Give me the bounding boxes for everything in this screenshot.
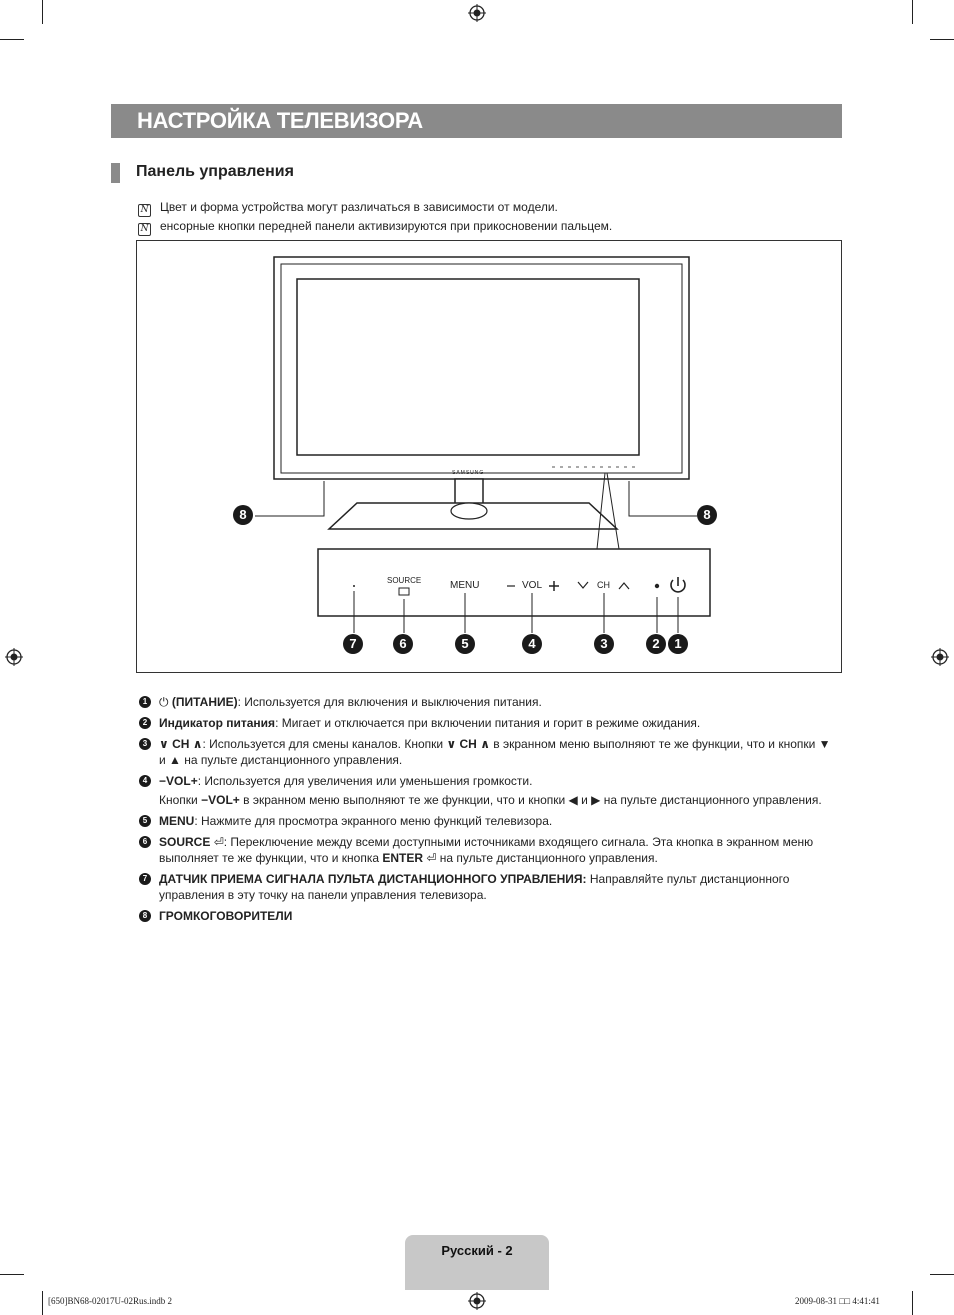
tv-diagram xyxy=(136,240,842,673)
section-marker xyxy=(111,163,120,183)
item-text: на пульте дистанционного управления. xyxy=(439,851,658,865)
registration-mark-icon xyxy=(931,648,949,666)
list-item xyxy=(139,736,839,768)
item-number: 4 xyxy=(139,775,151,787)
minus-icon: − xyxy=(201,793,209,807)
item-text: : Мигает и отключается при включении питания и горит в режиме ожидания. xyxy=(275,716,701,730)
item-title: ГРОМКОГОВОРИТЕЛИ xyxy=(159,909,293,923)
item-title: CH xyxy=(172,737,190,751)
note xyxy=(138,219,612,236)
panel-menu-label: MENU xyxy=(450,580,480,591)
brand-logo: SAMSUNG xyxy=(452,470,485,476)
chevron-up-icon: ∧ xyxy=(476,737,494,751)
item-title: SOURCE xyxy=(159,835,211,849)
crop-mark xyxy=(912,1291,913,1315)
chevron-down-icon: ∨ xyxy=(159,737,173,751)
item-title: ДАТЧИК ПРИЕМА СИГНАЛА ПУЛЬТА ДИСТАНЦИОННОГО УПРАВЛЕНИЯ: xyxy=(159,872,587,886)
callout-power: 1 xyxy=(668,634,688,654)
item-title: VOL xyxy=(166,774,191,788)
print-slug-right: 2009-08-31 □□ 4:41:41 xyxy=(795,1296,880,1306)
note-text: Цвет и форма устройства могут различаться в зависимости от модели. xyxy=(160,200,558,214)
chevron-down-icon: ∨ xyxy=(446,737,460,751)
control-descriptions xyxy=(139,694,839,929)
callout-sensor: 7 xyxy=(343,634,363,654)
page-number: Русский - 2 xyxy=(441,1243,513,1258)
panel-vol-label: VOL xyxy=(522,580,543,591)
crop-mark xyxy=(0,39,24,40)
note xyxy=(138,200,558,217)
registration-mark-icon xyxy=(468,4,486,22)
list-item xyxy=(139,834,839,866)
callout-menu: 5 xyxy=(455,634,475,654)
section-title: Панель управления xyxy=(136,163,294,180)
tv-illustration xyxy=(137,241,841,672)
item-number: 2 xyxy=(139,717,151,729)
plus-icon: + xyxy=(190,774,198,788)
item-inline-label: VOL xyxy=(208,793,233,807)
list-item xyxy=(139,715,839,731)
page-title-bar xyxy=(111,104,842,138)
item-title: Индикатор питания xyxy=(159,716,276,730)
panel-source-label: SOURCE xyxy=(387,576,422,585)
item-text: : Используется для смены каналов. Кнопки xyxy=(202,737,444,751)
item-number: 8 xyxy=(139,910,151,922)
item-title: (ПИТАНИЕ) xyxy=(171,695,238,709)
crop-mark xyxy=(930,1274,954,1275)
item-number: 7 xyxy=(139,873,151,885)
list-item xyxy=(139,908,839,924)
registration-mark-icon xyxy=(468,1292,486,1310)
power-icon: ⏻ xyxy=(159,695,172,709)
item-subtext: Кнопки −VOL+ в экранном меню выполняют те же функции, что и кнопки ◀ и ▶ на пульте дистанционного управления. xyxy=(159,793,822,807)
item-text: в экранном меню выполняют те же функции, что и кнопки ▼ и ▲ на пульте дистанционного управления. xyxy=(159,737,831,767)
item-text: : Переключение между всеми доступными источниками входящего сигнала. Эта кнопка в экранном меню выполняет те же функции, что и кнопка xyxy=(159,835,814,865)
page-number-tab xyxy=(405,1235,549,1290)
item-number: 3 xyxy=(139,738,151,750)
note-icon: N xyxy=(138,223,151,236)
item-number: 1 xyxy=(139,696,151,708)
item-text: : Используется для увеличения или уменьшения громкости. xyxy=(197,774,533,788)
crop-mark xyxy=(930,39,954,40)
minus-icon: − xyxy=(159,774,167,788)
item-number: 6 xyxy=(139,836,151,848)
item-inline-label: ENTER xyxy=(382,851,424,865)
list-item xyxy=(139,773,839,808)
page-title: НАСТРОЙКА ТЕЛЕВИЗОРА xyxy=(137,108,423,133)
callout-speaker-left: 8 xyxy=(233,505,253,525)
list-item xyxy=(139,694,839,710)
panel-ch-label: CH xyxy=(597,580,610,590)
plus-icon: + xyxy=(232,793,240,807)
crop-mark xyxy=(42,1291,43,1315)
source-icon: ⏎ xyxy=(213,835,224,849)
item-title: MENU xyxy=(159,814,195,828)
note-icon: N xyxy=(138,204,151,217)
chevron-up-icon: ∧ xyxy=(189,737,203,751)
note-text: енсорные кнопки передней панели активизируются при прикосновении пальцем. xyxy=(160,219,613,233)
callout-indicator: 2 xyxy=(646,634,666,654)
crop-mark xyxy=(912,0,913,24)
callout-vol: 4 xyxy=(522,634,542,654)
item-text: Направляйте пульт дистанционного управления в эту точку на панели управления телевизора. xyxy=(159,872,790,902)
list-item xyxy=(139,871,839,903)
item-text: : Используется для включения и выключения питания. xyxy=(237,695,542,709)
callout-speaker-right: 8 xyxy=(697,505,717,525)
crop-mark xyxy=(42,0,43,24)
registration-mark-icon xyxy=(5,648,23,666)
item-inline-label: CH xyxy=(459,737,477,751)
list-item xyxy=(139,813,839,829)
callout-source: 6 xyxy=(393,634,413,654)
enter-icon: ⏎ xyxy=(426,851,437,865)
item-number: 5 xyxy=(139,815,151,827)
crop-mark xyxy=(0,1274,24,1275)
print-slug-left: [650]BN68-02017U-02Rus.indb 2 xyxy=(48,1296,172,1306)
item-text: : Нажмите для просмотра экранного меню функций телевизора. xyxy=(194,814,553,828)
callout-ch: 3 xyxy=(594,634,614,654)
